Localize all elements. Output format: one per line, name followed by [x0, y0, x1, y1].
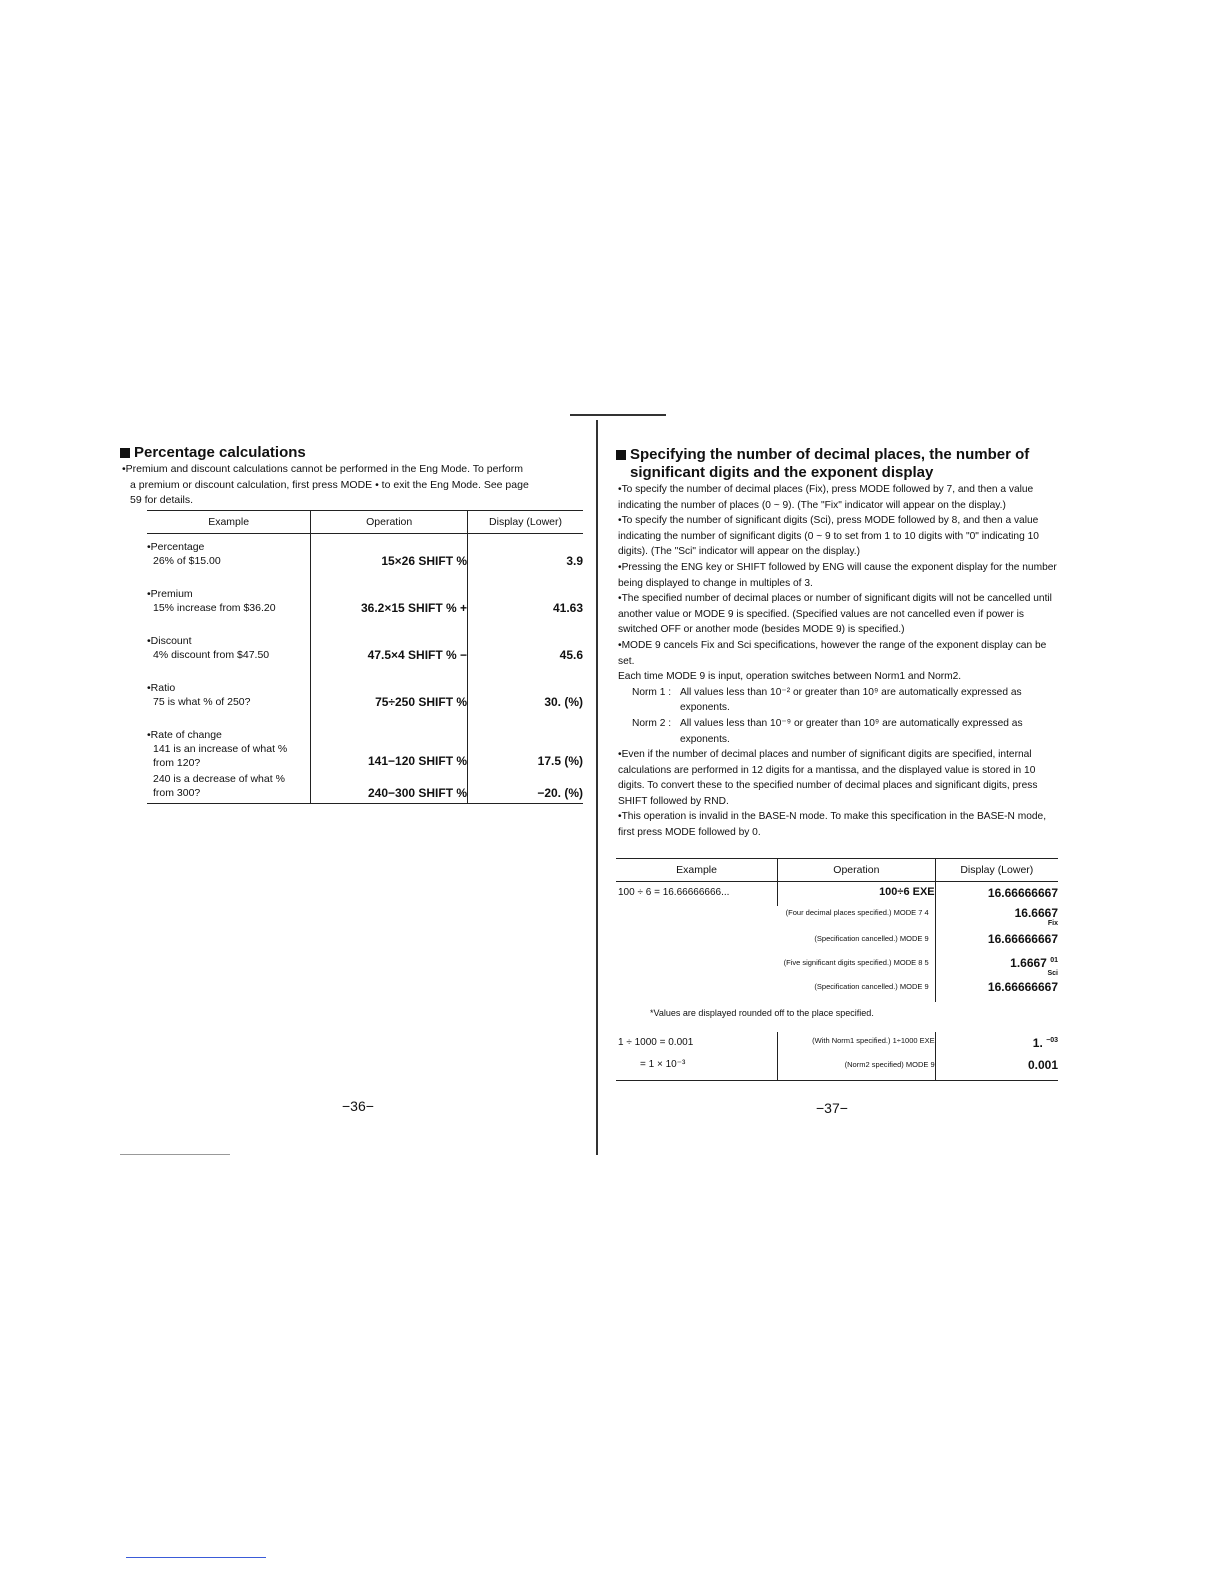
exponent: −03: [1046, 1037, 1058, 1044]
table-row: [616, 928, 1058, 954]
row-display-cell: [935, 906, 1058, 928]
row-operation: (Norm2 specified) MODE 9: [778, 1056, 936, 1081]
row-operation: (Four decimal places specified.) MODE 7 4: [785, 908, 929, 917]
norm1-label: Norm 1 :: [632, 686, 672, 698]
norm2-row: [618, 716, 1058, 747]
heading-square-icon: [616, 450, 626, 460]
binding-line: [596, 420, 598, 1155]
col-operation: Operation: [778, 859, 936, 882]
norm1-row: [618, 685, 1058, 716]
row-example: 1 ÷ 1000 = 0.001: [618, 1037, 694, 1048]
bullet-text: Each time MODE 9 is input, operation switches between Norm1 and Norm2.: [618, 671, 962, 683]
table-row: [616, 906, 1058, 928]
table-row: [147, 722, 583, 770]
col-operation: Operation: [311, 511, 468, 534]
bullet-text: •To specify the number of significant digits (Sci), press MODE followed by 8, and then a value indicating the number of significant digits (0 ~ 9 to set from 1 to 10 digits with "0" indicating 10 digits). (The "Sci" indicator will appear on the display.): [618, 515, 1039, 558]
sci-indicator: Sci: [1047, 970, 1058, 977]
row-desc: 240 is a decrease of what % from 300?: [153, 772, 285, 799]
norm2-text: All values less than 10⁻⁹ or greater than 10⁹ are automatically expressed as exponents.: [680, 717, 1023, 745]
right-body: [618, 482, 1058, 841]
row-display: 1.: [1032, 1036, 1043, 1050]
percentage-table: [147, 510, 583, 804]
row-title: •Percentage: [147, 541, 205, 553]
row-desc: 26% of $15.00: [153, 555, 221, 567]
col-example: Example: [616, 859, 778, 882]
table-row: [616, 1056, 1058, 1081]
row-title: •Ratio: [147, 681, 176, 694]
row-display-cell: [935, 1032, 1058, 1056]
row-display: 1.6667: [1010, 956, 1047, 970]
row-desc: 4% discount from $47.50: [153, 648, 270, 661]
row-operation: (Specification cancelled.) MODE 9: [814, 982, 929, 991]
page-edge-line: [120, 1154, 230, 1155]
bullet-text: •To specify the number of decimal places (Fix), press MODE followed by 7, and then a value indicating the number of places (0 ~ 9). (The "Fix" indicator will appear on the display.): [618, 484, 1034, 511]
col-example: Example: [147, 511, 311, 534]
bullet-text: •MODE 9 cancels Fix and Sci specifications, however the range of the exponent display can be set.: [618, 639, 1047, 667]
row-title: •Premium: [147, 587, 193, 600]
footer-line: [126, 1557, 266, 1558]
row-desc: 15% increase from $36.20: [153, 601, 276, 614]
row-display: 0.001: [935, 1056, 1058, 1081]
table-row: [147, 675, 583, 722]
left-heading: [120, 444, 306, 461]
row-display: 16.6667: [1014, 906, 1058, 920]
col-display: Display (Lower): [468, 511, 583, 534]
row-display: −20. (%): [468, 770, 583, 804]
norm1-text: All values less than 10⁻² or greater than 10⁹ are automatically expressed as exponents.: [680, 686, 1022, 714]
row-display-cell: [935, 954, 1058, 978]
row-operation: (Specification cancelled.) MODE 9: [814, 934, 929, 943]
col-display: Display (Lower): [935, 859, 1058, 882]
page-number-left: −36−: [342, 1098, 374, 1114]
exponent: 01: [1050, 957, 1058, 964]
right-heading-line2: significant digits and the exponent display: [630, 464, 934, 481]
table-row: [147, 628, 583, 675]
row-operation: 15×26 SHIFT %: [311, 534, 468, 581]
row-display: 41.63: [468, 581, 583, 628]
table-row: [616, 882, 1058, 907]
fix-indicator: Fix: [1047, 920, 1058, 927]
decimal-places-table: [616, 858, 1058, 1081]
row-title: •Discount: [147, 634, 192, 647]
rounding-note: *Values are displayed rounded off to the place specified.: [650, 1008, 874, 1018]
row-display: 16.66666667: [935, 978, 1058, 1002]
row-operation: 240−300 SHIFT %: [311, 770, 468, 804]
row-desc: 75 is what % of 250?: [153, 695, 251, 708]
bullet-text: •The specified number of decimal places or number of significant digits will not be cancelled until another value or MODE 9 is specified. (Specified values are not cancelled even if power is switched OFF or another mode (besides MODE 9) is specified.): [618, 593, 1052, 636]
table-row: [616, 978, 1058, 1002]
row-operation: 47.5×4 SHIFT % −: [311, 628, 468, 675]
right-heading: [616, 446, 1029, 464]
row-desc: 141 is an increase of what % from 120?: [153, 742, 288, 769]
table-row: [616, 1002, 1058, 1032]
intro-line: a premium or discount calculation, first press MODE • to exit the Eng Mode. See page: [130, 478, 529, 491]
table-row: [616, 954, 1058, 978]
table-row: [147, 534, 583, 581]
row-title: •Rate of change: [147, 728, 222, 741]
intro-line: 59 for details.: [130, 494, 194, 506]
row-display: 3.9: [468, 534, 583, 581]
table-row: [616, 1032, 1058, 1056]
row-example: 100 ÷ 6 = 16.66666666...: [618, 887, 730, 898]
row-operation: (Five significant digits specified.) MODE 8 5: [783, 958, 929, 967]
bullet-text: •Even if the number of decimal places and number of significant digits are specified, internal calculations are performed in 12 digits for a mantissa, and the displayed value is stored in 10 digits. To convert these to the specified number of decimal places and significant digits, press SHIFT followed by RND.: [618, 749, 1038, 807]
row-display: 30. (%): [468, 675, 583, 722]
row-display: 17.5 (%): [468, 722, 583, 770]
row-operation: (With Norm1 specified.) 1÷1000 EXE: [778, 1032, 936, 1056]
page-number-right: −37−: [816, 1100, 848, 1116]
table-row: [147, 770, 583, 804]
left-intro: [122, 462, 586, 509]
binding-mark: [570, 414, 666, 416]
row-example: = 1 × 10⁻³: [640, 1059, 686, 1070]
heading-square-icon: [120, 448, 130, 458]
row-operation: 75÷250 SHIFT %: [311, 675, 468, 722]
row-display: 16.66666667: [935, 882, 1058, 907]
left-heading-text: Percentage calculations: [134, 444, 306, 461]
intro-line: •Premium and discount calculations cannot be performed in the Eng Mode. To perform: [122, 463, 523, 475]
bullet-text: •Pressing the ENG key or SHIFT followed by ENG will cause the exponent display for the number being displayed to change in multiples of 3.: [618, 561, 1057, 589]
norm2-label: Norm 2 :: [632, 717, 672, 729]
bullet-text: •This operation is invalid in the BASE-N mode. To make this specification in the BASE-N mode, first press MODE followed by 0.: [618, 811, 1047, 839]
row-display: 45.6: [468, 628, 583, 675]
row-display: 16.66666667: [935, 928, 1058, 954]
row-operation: 141−120 SHIFT %: [311, 722, 468, 770]
right-heading-line1: Specifying the number of decimal places, the number of: [630, 446, 1030, 463]
row-operation: 100÷6 EXE: [778, 882, 936, 907]
row-operation: 36.2×15 SHIFT % +: [311, 581, 468, 628]
table-row: [147, 581, 583, 628]
